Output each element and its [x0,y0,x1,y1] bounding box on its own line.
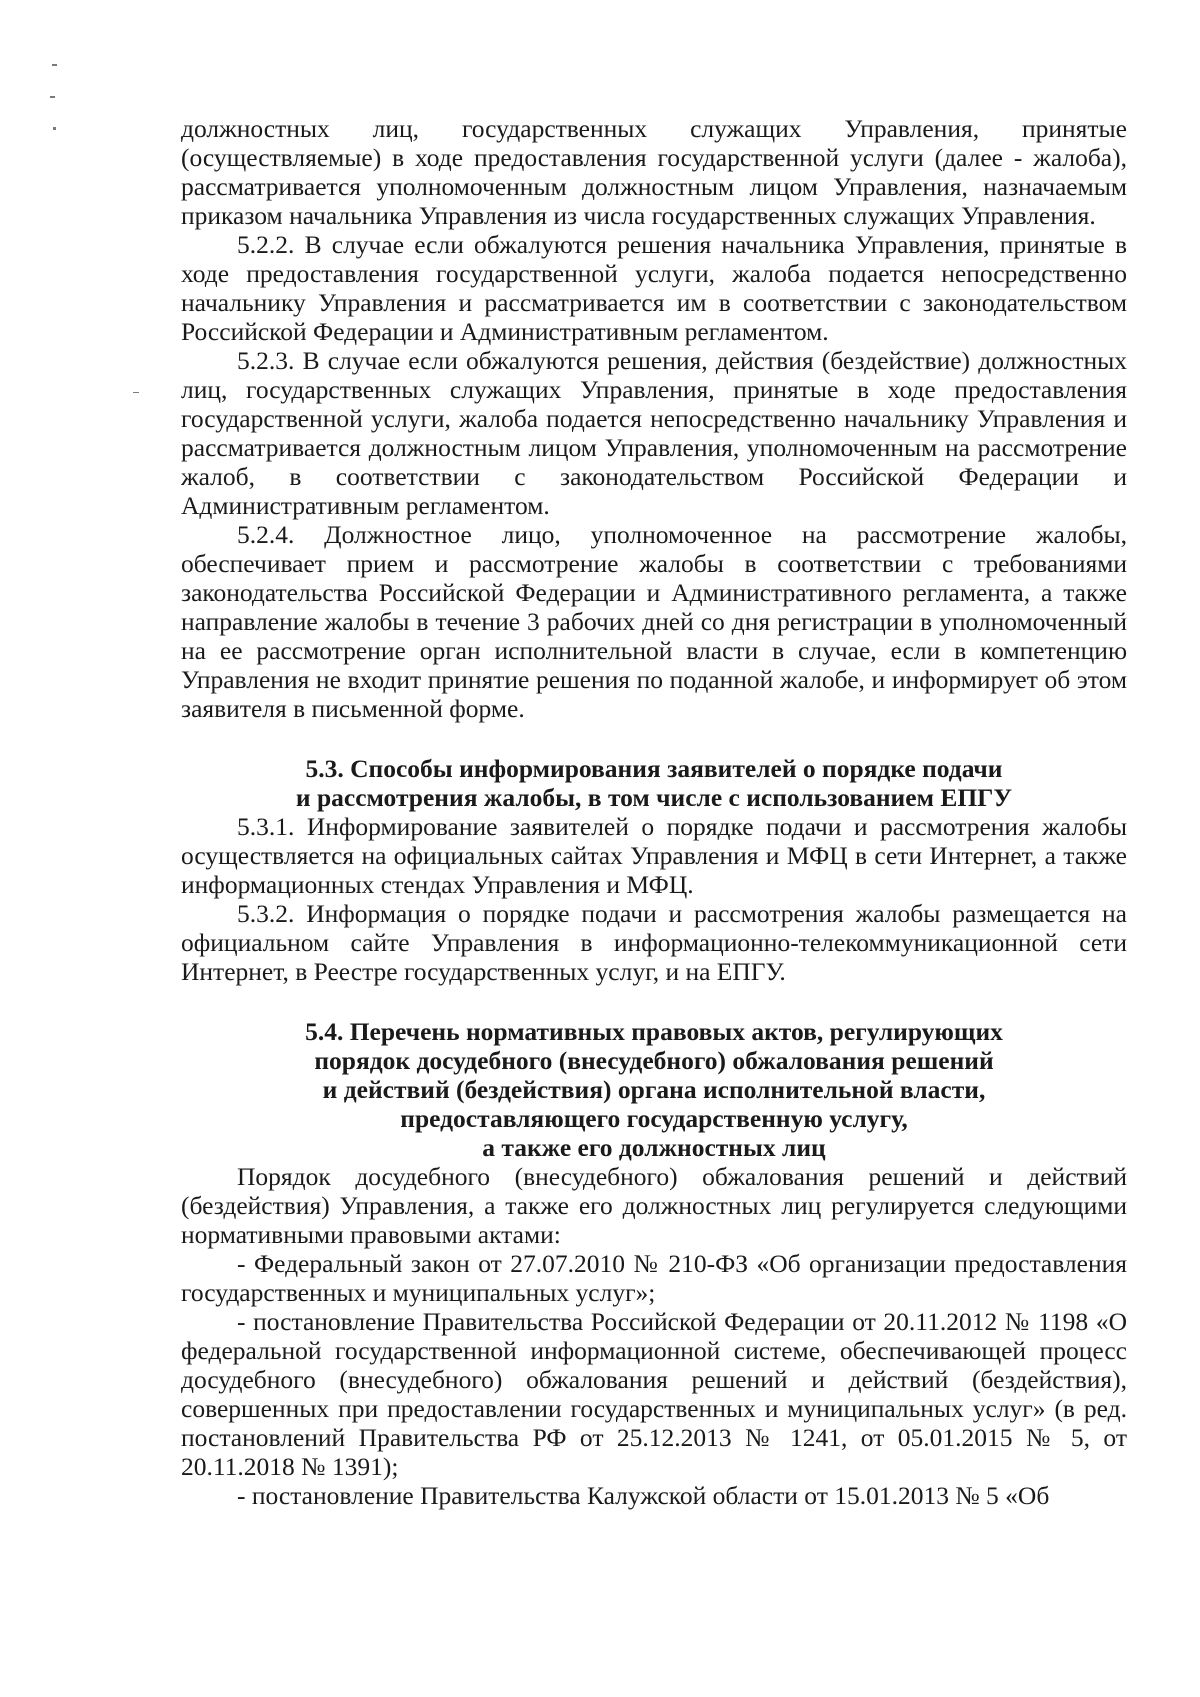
scan-artifact-mark [133,392,139,393]
scan-artifact-mark [52,64,57,66]
list-item-kaluga-decree: - постановление Правительства Калужской области от 15.01.2013 № 5 «Об [237,1481,1050,1510]
paragraph-5-3-1: 5.3.1. Информирование заявителей о порядке подачи и рассмотрения жалобы осуществляется на официальных сайтах Управления и МФЦ в сети Интернет, а также информационных стендах Управления и МФЦ. [181,812,1127,899]
list-item-federal-law: - Федеральный закон от 27.07.2010 № 210-ФЗ «Об организации предоставления государственных и муниципальных услуг»; [181,1249,1127,1307]
scan-artifact-mark [53,127,56,130]
paragraph-5-2-2: 5.2.2. В случае если обжалуются решения начальника Управления, принятые в ходе предоставления государственной услуги, жалоба подается непосредственно начальнику Управления и рассматривается им в соответствии с законодательством Российской Федерации и Административным регламентом. [181,230,1127,346]
heading-line: 5.3. Способы информирования заявителей о порядке подачи [305,754,1003,783]
paragraph-continuation: должностных лиц, государственных служащих Управления, принятые (осуществляемые) в ходе предоставления государственной услуги (далее - жалоба), рассматривается уполномоченным должностным лицом Управления, назначаемым приказом начальника Управления из числа государственных служащих Управления. [181,114,1127,230]
paragraph-5-3-2: 5.3.2. Информация о порядке подачи и рассмотрения жалобы размещается на официальном сайте Управления в информационно-телекоммуникационной сети Интернет, в Реестре государственных услуг, и на ЕПГУ. [181,899,1127,986]
heading-line: а также его должностных лиц [482,1133,826,1162]
heading-line: предоставляющего государственную услугу, [400,1104,908,1133]
paragraph-5-4-intro: Порядок досудебного (внесудебного) обжалования решений и действий (бездействия) Управления, а также его должностных лиц регулируется следующими нормативными правовыми актами: [181,1162,1127,1249]
paragraph-5-2-4: 5.2.4. Должностное лицо, уполномоченное на рассмотрение жалобы, обеспечивает прием и рассмотрение жалобы в соответствии с требованиями законодательства Российской Федерации и Административного регламента, а также направление жалобы в течение 3 рабочих дней со дня регистрации в уполномоченный на ее рассмотрение орган исполнительной власти в случае, если в компетенцию Управления не входит принятие решения по поданной жалобе, и информирует об этом заявителя в письменной форме. [181,520,1127,723]
section-heading-5-3 [181,754,1127,812]
heading-line: 5.4. Перечень нормативных правовых актов, регулирующих [305,1017,1003,1046]
heading-line: и рассмотрения жалобы, в том числе с использованием ЕПГУ [295,783,1013,812]
heading-line: порядок досудебного (внесудебного) обжалования решений [314,1046,994,1075]
heading-line: и действий (бездействия) органа исполнительной власти, [322,1075,986,1104]
paragraph-5-2-3: 5.2.3. В случае если обжалуются решения, действия (бездействие) должностных лиц, государственных служащих Управления, принятые в ходе предоставления государственной услуги, жалоба подается непосредственно начальнику Управления и рассматривается должностным лицом Управления, уполномоченным на рассмотрение жалоб, в соответствии с законодательством Российской Федерации и Административным регламентом. [181,346,1127,520]
scan-artifact-mark [50,96,55,98]
section-heading-5-4 [181,1017,1127,1162]
list-item-government-decree: - постановление Правительства Российской Федерации от 20.11.2012 № 1198 «О федеральной государственной информационной системе, обеспечивающей процесс досудебного (внесудебного) обжалования решений и действий (бездействия), совершенных при предоставлении государственных и муниципальных услуг» (в ред. постановлений Правительства РФ от 25.12.2013 № 1241, от 05.01.2015 № 5, от 20.11.2018 № 1391); [181,1307,1127,1481]
document-body [181,114,1127,1510]
